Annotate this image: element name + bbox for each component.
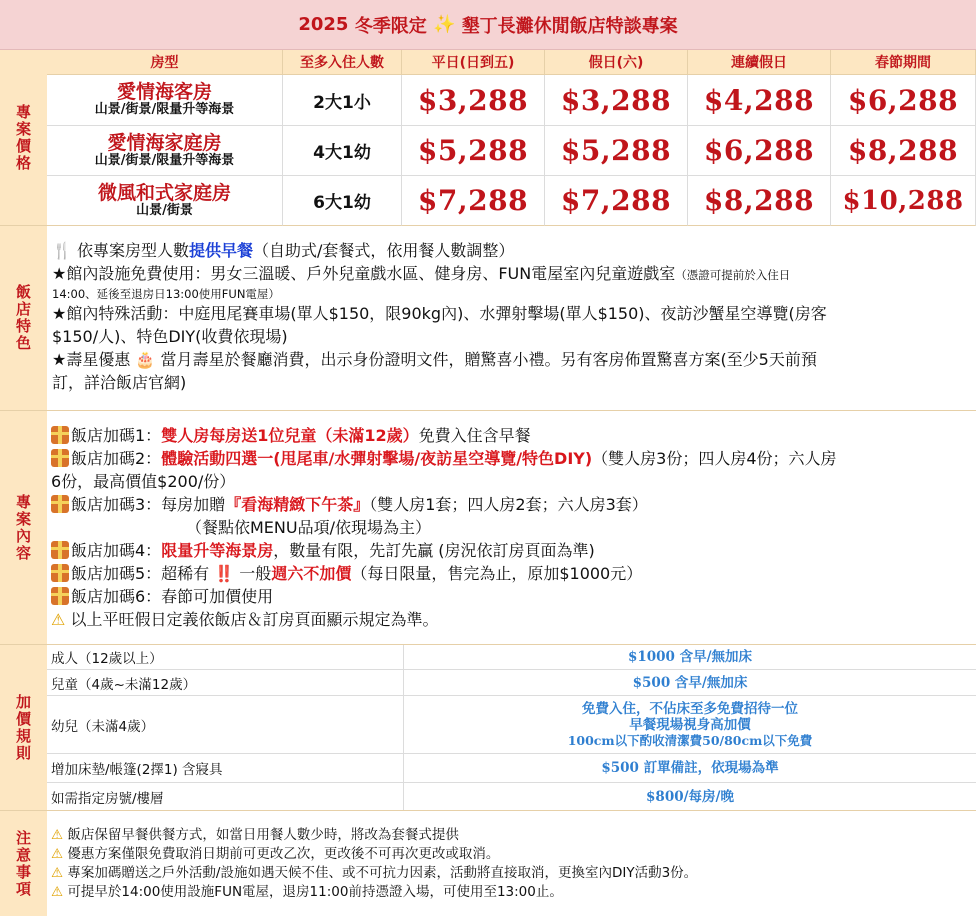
surcharge-value-line: $800/每房/晚 [646, 788, 734, 805]
room-occupancy: 4大1幼 [283, 126, 402, 176]
breakfast-text: 🍴 依專案房型人數 [52, 241, 190, 260]
surcharge-value-line: 100cm以下酌收清潔費50/80cm以下免費 [567, 732, 813, 748]
holiday-rule-text: 以上平旺假日定義依飯店＆訂房頁面顯示規定為準。 [70, 610, 439, 629]
feature-breakfast [52, 239, 976, 262]
room-name: 愛情海家庭房 [107, 131, 222, 154]
table-row [47, 645, 976, 670]
table-row [47, 696, 976, 754]
bonus-2-text: （雙人房3份；四人房4份；六人房 [592, 449, 837, 468]
header-weekday: 平日(日到五) [402, 50, 545, 75]
table-row-room [47, 126, 283, 176]
title-year: 2025 [298, 14, 349, 35]
note-text: 優惠方案僅限免費取消日期前可更改乙次，更改後不可再次更改或取消。 [67, 846, 500, 862]
surcharge-label: 增加床墊/帳篷(2擇1) 含寢具 [47, 754, 404, 782]
bonus-1-label: 飯店加碼1： [71, 426, 162, 445]
surcharge-value [404, 783, 976, 810]
price-saturday: $3,288 [545, 75, 688, 126]
list-item [51, 826, 976, 845]
gift-icon [51, 449, 69, 467]
bonus-1-highlight: 雙人房每房送1位兒童（未滿12歲） [161, 426, 419, 445]
surcharge-value [404, 754, 976, 782]
double-exclamation-icon: ‼️ [214, 564, 235, 583]
note-text: 可提早於14:00使用設施FUN電屋，退房11:00前持憑證入場，可使用至13:00止。 [67, 884, 563, 900]
gift-icon [51, 587, 69, 605]
bonus-6-text: 飯店加碼6：春節可加價使用 [71, 587, 274, 606]
surcharge-label: 成人（12歲以上） [47, 645, 404, 669]
feature-facilities-note: 14:00、延後至退房日13:00使用FUN電屋） [52, 287, 280, 301]
features-block [47, 226, 976, 411]
holiday-rule [51, 608, 976, 631]
header-room-type: 房型 [47, 50, 283, 75]
warning-icon: ⚠ [51, 865, 64, 881]
surcharge-table [47, 645, 976, 811]
table-row [47, 670, 976, 696]
price-weekday: $3,288 [402, 75, 545, 126]
surcharge-label: 幼兒（未滿4歲） [47, 696, 404, 753]
content-block [47, 411, 976, 645]
warning-icon: ⚠ [51, 884, 64, 900]
room-occupancy: 2大1小 [283, 75, 402, 126]
bonus-4-text: ，數量有限，先訂先贏 (房況依訂房頁面為準) [273, 541, 595, 560]
feature-birthday: ★壽星優惠 🎂 當月壽星於餐廳消費，出示身份證明文件，贈驚喜小禮。另有客房佈置驚喜方案(至少5天前預 [52, 350, 817, 369]
bonus-3 [51, 493, 976, 516]
table-row-room [47, 176, 283, 226]
price-long-holiday: $6,288 [688, 126, 831, 176]
price-saturday: $7,288 [545, 176, 688, 226]
surcharge-value [404, 670, 976, 695]
page-title [0, 0, 976, 50]
bonus-5-note: （每日限量，售完為止，原加$1000元） [351, 564, 643, 583]
room-view: 山景/街景 [136, 202, 193, 218]
bonus-6 [51, 585, 976, 608]
surcharge-value-line: $500 含早/無加床 [632, 674, 748, 691]
surcharge-value-line: 免費入住，不佔床至多免費招待一位 [582, 700, 798, 717]
room-view: 山景/街景/限量升等海景 [94, 102, 235, 118]
price-weekday: $5,288 [402, 126, 545, 176]
section-label-surcharge: 加價規則 [0, 645, 47, 811]
surcharge-value [404, 696, 976, 753]
price-long-holiday: $4,288 [688, 75, 831, 126]
surcharge-value [404, 645, 976, 669]
bonus-2-label: 飯店加碼2： [71, 449, 162, 468]
bonus-5 [51, 562, 976, 585]
feature-birthday-cont: 訂，詳洽飯店官網) [52, 373, 187, 392]
surcharge-label: 兒童（4歲~未滿12歲） [47, 670, 404, 695]
price-saturday: $5,288 [545, 126, 688, 176]
surcharge-value-line: $1000 含早/無加床 [627, 649, 753, 665]
header-saturday: 假日(六) [545, 50, 688, 75]
facilities-note: （憑證可提前於入住日 [675, 268, 791, 282]
facilities-text: ★館內設施免費使用：男女三溫暖、戶外兒童戲水區、健身房、FUN電屋室內兒童遊戲室 [52, 264, 676, 283]
room-name: 愛情海客房 [116, 81, 212, 104]
feature-activities: ★館內特殊活動：中庭甩尾賽車場(單人$150，限90kg內)、水彈射擊場(單人$150)、夜訪沙蟹星空導覽(房客 [52, 304, 827, 323]
notes-block [47, 811, 976, 916]
warning-icon: ⚠ [51, 610, 66, 629]
bonus-1-text: 免費入住含早餐 [418, 426, 531, 445]
title-main: 冬季限定 [354, 15, 427, 37]
bonus-2-highlight: 體驗活動四選一(甩尾車/水彈射擊場/夜訪星空導覽/特色DIY) [161, 449, 593, 468]
warning-icon: ⚠ [51, 827, 64, 843]
bonus-4 [51, 539, 976, 562]
bonus-5-text: 一般 [239, 564, 272, 583]
room-name: 微風和式家庭房 [97, 181, 231, 204]
surcharge-value-line: $500 訂單備註，依現場為準 [601, 760, 779, 776]
header-new-year: 春節期間 [831, 50, 976, 75]
list-item [51, 883, 976, 902]
section-label-price: 專案價格 [0, 50, 47, 226]
room-occupancy: 6大1幼 [283, 176, 402, 226]
feature-facilities [52, 262, 976, 287]
section-label-features: 飯店特色 [0, 226, 47, 411]
room-view: 山景/街景/限量升等海景 [94, 152, 235, 168]
feature-activities-cont: $150/人)、特色DIY(收費依現場) [52, 327, 288, 346]
section-label-content: 專案內容 [0, 411, 47, 645]
bonus-3-highlight: 『看海精緻下午茶』 [225, 495, 370, 514]
surcharge-value-line: 早餐現場視身高加價 [629, 716, 751, 733]
price-long-holiday: $8,288 [688, 176, 831, 226]
bonus-3-note: （餐點依MENU品項/依現場為主） [186, 518, 431, 537]
header-long-holiday: 連續假日 [688, 50, 831, 75]
list-item [51, 864, 976, 883]
price-weekday: $7,288 [402, 176, 545, 226]
price-new-year: $6,288 [831, 75, 976, 126]
bonus-3-text: （雙人房1套；四人房2套；六人房3套） [369, 495, 648, 514]
section-label-notes: 注意事項 [0, 811, 47, 916]
table-row [47, 783, 976, 811]
table-row-room [47, 75, 283, 126]
gift-icon [51, 426, 69, 444]
list-item [51, 845, 976, 864]
gift-icon [51, 541, 69, 559]
bonus-2-cont: 6份，最高價值$200/份） [51, 472, 236, 491]
price-table [47, 50, 976, 226]
note-text: 飯店保留早餐供餐方式，如當日用餐人數少時，將改為套餐式提供 [67, 827, 459, 843]
breakfast-highlight: 提供早餐 [189, 241, 254, 260]
bonus-5-label: 飯店加碼5：超稀有 [71, 564, 210, 583]
title-rest: 墾丁長灘休閒飯店特談專案 [461, 15, 678, 37]
bonus-2 [51, 447, 976, 470]
bonus-3-label: 飯店加碼3：每房加贈 [71, 495, 226, 514]
gift-icon [51, 564, 69, 582]
price-new-year: $10,288 [831, 176, 976, 226]
warning-icon: ⚠ [51, 846, 64, 862]
surcharge-label: 如需指定房號/樓層 [47, 783, 404, 810]
gift-icon [51, 495, 69, 513]
breakfast-note: （自助式/套餐式，依用餐人數調整） [253, 241, 515, 260]
bonus-5-highlight: 週六不加價 [271, 564, 352, 583]
bonus-1 [51, 424, 976, 447]
header-occupancy: 至多入住人數 [283, 50, 402, 75]
bonus-4-highlight: 限量升等海景房 [161, 541, 274, 560]
sparkle-icon: ✨ [432, 14, 456, 35]
price-new-year: $8,288 [831, 126, 976, 176]
note-text: 專案加碼贈送之戶外活動/設施如遇天候不佳、或不可抗力因素，活動將直接取消，更換室內DIY活動3份。 [67, 865, 698, 881]
bonus-4-label: 飯店加碼4： [71, 541, 162, 560]
table-row [47, 754, 976, 783]
